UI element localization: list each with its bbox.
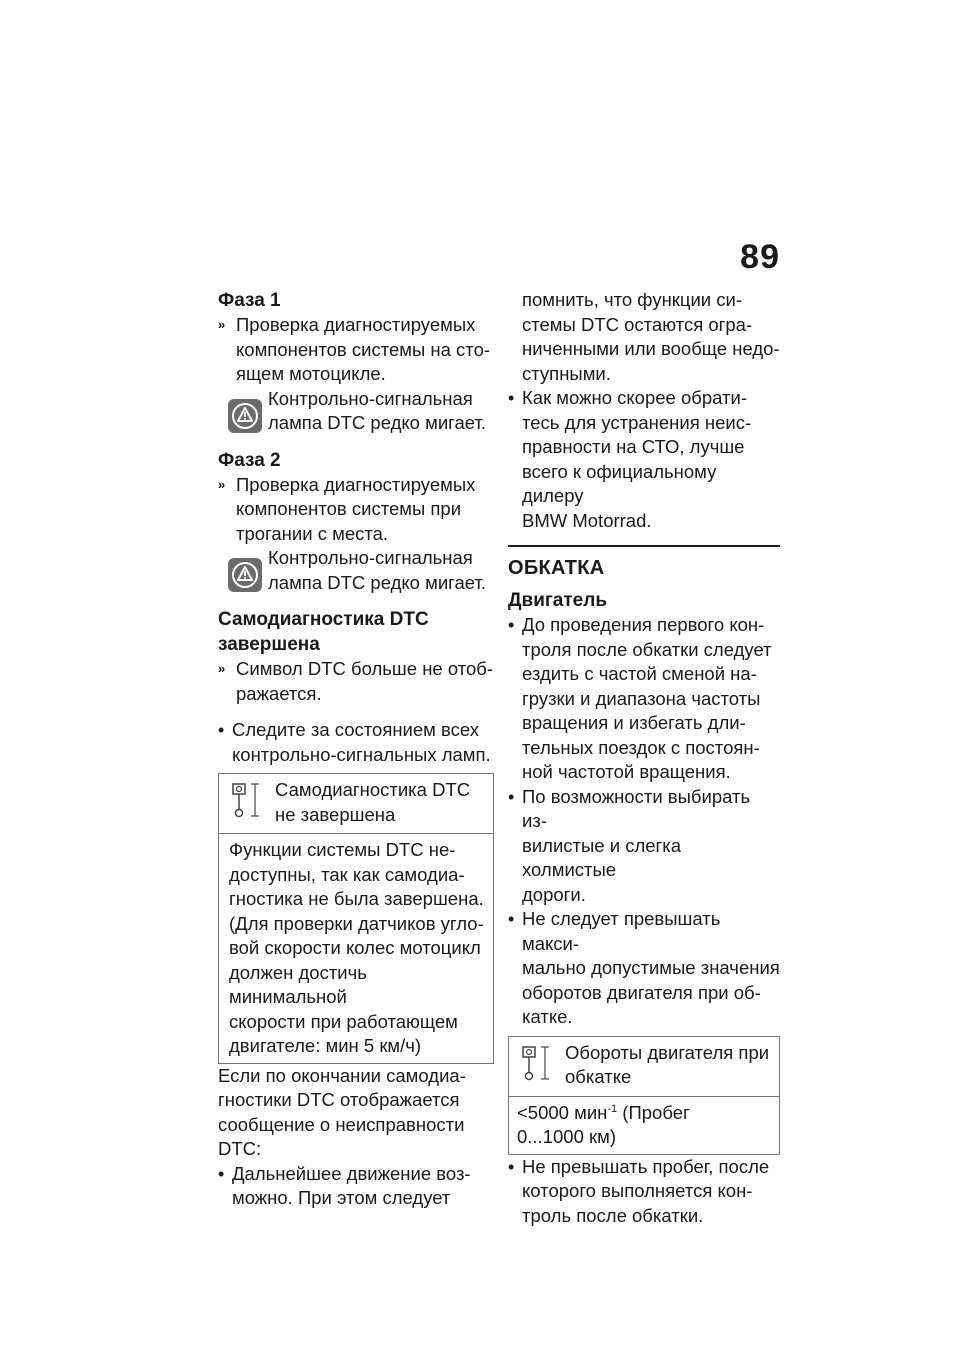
text-line: двигателе: мин 5 км/ч) bbox=[229, 1035, 422, 1056]
text-line: компонентов системы при bbox=[236, 498, 462, 519]
warning-lamp-icon bbox=[228, 558, 262, 592]
text-line: всего к официальному дилеру bbox=[522, 460, 717, 506]
bullet-continue-riding bbox=[218, 1162, 494, 1211]
text-line: По возможности выбирать из- bbox=[522, 785, 751, 831]
text-line: дороги. bbox=[522, 883, 586, 905]
breakin-spec-table bbox=[508, 1036, 780, 1155]
text-line: Символ DTC больше не отоб- bbox=[236, 658, 494, 679]
section-divider bbox=[508, 545, 780, 580]
bullet-contact-service bbox=[508, 386, 780, 533]
text-line: трогании с места. bbox=[236, 522, 389, 544]
dtc-message-paragraph bbox=[218, 1064, 494, 1162]
text-line: контрольно-сигнальных ламп. bbox=[232, 743, 491, 765]
text-line: оборотов двигателя при об- bbox=[522, 981, 761, 1003]
text-line: стемы DTC остаются огра- bbox=[522, 313, 753, 335]
text-line: тесь для устранения неис- bbox=[522, 411, 752, 433]
text-line: ной частотой вращения. bbox=[522, 761, 731, 782]
section-title: ОБКАТКА bbox=[508, 557, 605, 579]
complete-result bbox=[218, 657, 494, 706]
rpm-unit-exponent: -1 bbox=[607, 1102, 618, 1115]
text-line: Следите за состоянием всех bbox=[232, 719, 480, 740]
table-head-line: Обороты двигателя при bbox=[565, 1041, 770, 1063]
bullet-marker: • bbox=[508, 1156, 515, 1177]
text-line: ступными. bbox=[522, 362, 611, 384]
text-line: доступны, так как самодиа- bbox=[229, 863, 465, 885]
text-line: тельных поездок с постоян- bbox=[522, 736, 760, 758]
right-column bbox=[508, 288, 780, 1228]
spec-table-body bbox=[509, 1097, 779, 1154]
phase1-lamp-note bbox=[228, 387, 494, 436]
text-line: мально допустимые значения bbox=[522, 957, 780, 978]
text-line: Не превышать пробег, после bbox=[522, 1155, 770, 1177]
table-head-line: обкатке bbox=[565, 1066, 632, 1087]
text-line: троль после обкатки. bbox=[522, 1204, 704, 1226]
text-line: Проверка диагностируемых bbox=[236, 473, 476, 495]
text-line: До проведения первого кон- bbox=[522, 614, 765, 635]
text-line: (Для проверки датчиков угло- bbox=[229, 912, 484, 934]
text-line: можно. При этом следует bbox=[232, 1187, 451, 1208]
spec-table-header bbox=[509, 1037, 779, 1097]
table-head-line: Самодиагностика DTC bbox=[275, 779, 471, 800]
bullet-marker: • bbox=[218, 720, 225, 740]
text-line: ниченными или вообще недо- bbox=[522, 338, 780, 359]
warning-lamp-icon bbox=[228, 399, 262, 433]
text-line: Если по окончании самодиа- bbox=[218, 1064, 466, 1086]
bullet-marker: • bbox=[508, 909, 515, 929]
text-line: гностики DTC отображается bbox=[218, 1089, 460, 1110]
text-line: Не следует превышать макси- bbox=[522, 908, 721, 954]
text-line: грузки и диапазона частоты bbox=[522, 687, 761, 709]
text-line: вилистые и слегка холмистые bbox=[522, 834, 682, 880]
bullet-marker: • bbox=[508, 786, 515, 807]
table-head-line: не завершена bbox=[275, 803, 396, 825]
complete-title bbox=[218, 607, 494, 657]
text-line: правности на СТО, лучше bbox=[522, 436, 745, 457]
lamp-text-line: Контрольно-сигнальная bbox=[268, 547, 473, 568]
dtc-spec-table bbox=[218, 773, 494, 1064]
page-number: 89 bbox=[740, 238, 780, 276]
lamp-text-line: Контрольно-сигнальная bbox=[268, 387, 473, 409]
bullet-marker: • bbox=[508, 615, 515, 635]
result-marker: » bbox=[218, 661, 224, 676]
phase2-lamp-note bbox=[228, 546, 494, 595]
text-line: ездить с частой сменой на- bbox=[522, 663, 757, 684]
rpm-limit-line bbox=[517, 1101, 773, 1126]
bullet-engine-3 bbox=[508, 907, 780, 1030]
phase2-result bbox=[218, 473, 494, 547]
phase1-title: Фаза 1 bbox=[218, 290, 281, 311]
bullet-mileage-limit bbox=[508, 1155, 780, 1229]
mileage-label: (Пробег bbox=[617, 1101, 690, 1123]
text-line: вращения и избегать дли- bbox=[522, 712, 746, 733]
text-line: скорости при работающем bbox=[229, 1010, 458, 1032]
title-line: завершена bbox=[218, 634, 320, 655]
lamp-text-line: лампа DTC редко мигает. bbox=[268, 571, 487, 593]
bullet-engine-2 bbox=[508, 785, 780, 908]
text-line: гностика не была завершена. bbox=[229, 888, 484, 909]
phase2-title: Фаза 2 bbox=[218, 449, 281, 471]
mileage-range: 0...1000 км) bbox=[517, 1126, 616, 1147]
text-line: сообщение о неисправности bbox=[218, 1113, 465, 1135]
lamp-text-line: лампа DTC редко мигает. bbox=[268, 412, 487, 433]
text-line: BMW Motorrad. bbox=[522, 509, 652, 531]
text-line: Как можно скорее обрати- bbox=[522, 387, 747, 408]
bullet-marker: • bbox=[218, 1163, 225, 1184]
result-marker: » bbox=[218, 476, 224, 492]
continued-text bbox=[508, 288, 780, 386]
left-column bbox=[218, 288, 494, 1211]
result-marker: » bbox=[218, 317, 224, 332]
engine-gauge-icon bbox=[519, 1043, 555, 1088]
spec-table-body bbox=[219, 834, 493, 1063]
phase1-result bbox=[218, 313, 494, 387]
text-line: Проверка диагностируемых bbox=[236, 314, 476, 335]
text-line: вой скорости колес мотоцикл bbox=[229, 937, 481, 958]
engine-title: Двигатель bbox=[508, 590, 607, 611]
text-line: Функции системы DTC не- bbox=[229, 839, 456, 860]
title-line: Самодиагностика DTC bbox=[218, 609, 429, 630]
text-line: помнить, что функции си- bbox=[522, 289, 743, 310]
bullet-marker: • bbox=[508, 388, 515, 408]
text-line: которого выполняется кон- bbox=[522, 1180, 753, 1201]
rpm-value: <5000 мин bbox=[517, 1101, 608, 1123]
text-line: компонентов системы на сто- bbox=[236, 338, 491, 360]
bullet-watch-lamps bbox=[218, 718, 494, 767]
text-line: ящем мотоцикле. bbox=[236, 363, 386, 384]
bullet-engine-1 bbox=[508, 613, 780, 785]
text-line: DTC: bbox=[218, 1138, 262, 1159]
text-line: катке. bbox=[522, 1006, 573, 1027]
text-line: троля после обкатки следует bbox=[522, 638, 772, 660]
text-line: должен достичь минимальной bbox=[229, 961, 367, 1007]
text-line: Дальнейшее движение воз- bbox=[232, 1162, 471, 1184]
spec-table-header bbox=[219, 774, 493, 834]
engine-gauge-icon bbox=[229, 780, 265, 825]
text-line: ражается. bbox=[236, 682, 322, 704]
